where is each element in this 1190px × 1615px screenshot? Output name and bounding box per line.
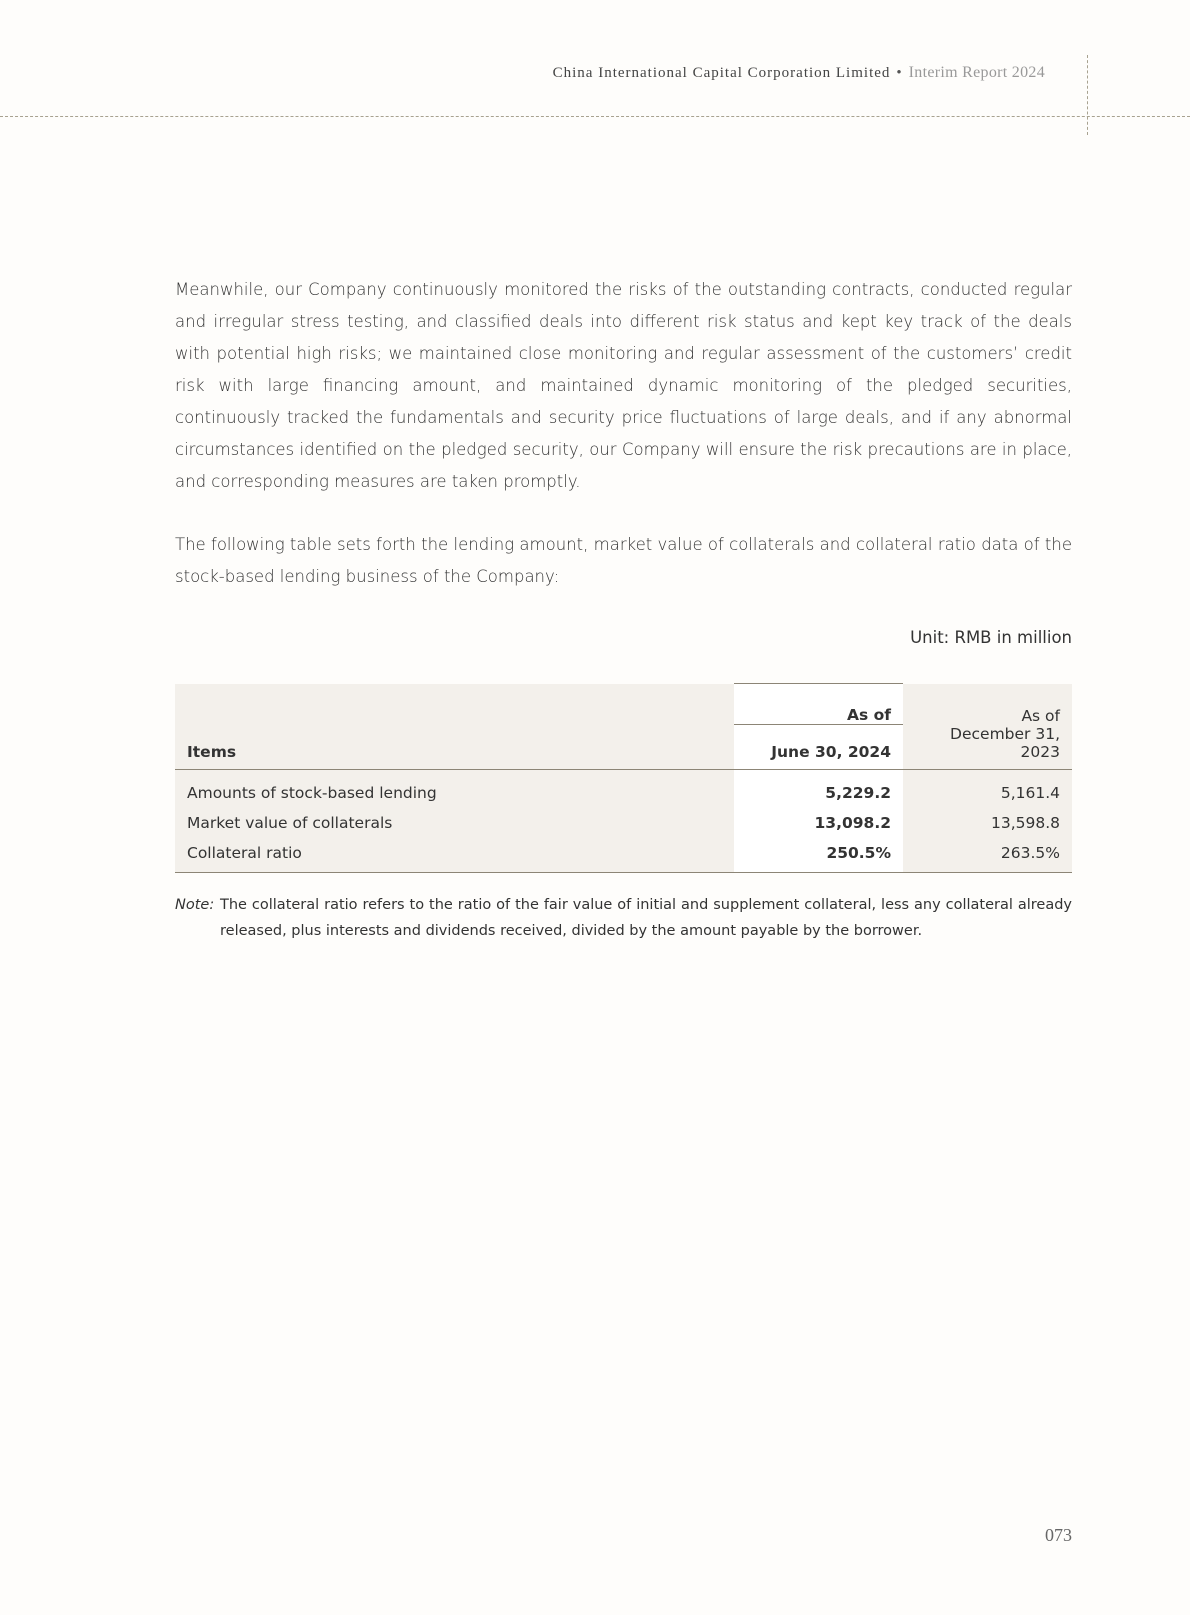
table-row	[175, 769, 1072, 808]
row-label: Market value of collaterals	[187, 813, 393, 832]
body-paragraph: Meanwhile, our Company continuously monitored the risks of the outstanding contracts, conducted regular and irregular stress testing, and classified deals into different risk status and kept key track of the deals with potential high risks; we maintained close monitoring and regular assessment of the customers’ credit risk with large financing amount, and maintained dynamic monitoring of the pledged securities, continuously tracked the fundamentals and security price fluctuations of large deals, and if any abnormal circumstances identified on the pledged security, our Company will ensure the risk precautions are in place, and corresponding measures are taken promptly.	[175, 280, 1072, 491]
table-note	[175, 892, 1072, 944]
table-row	[175, 838, 1072, 873]
note-text: The collateral ratio refers to the ratio of the fair value of initial and supplement collateral, less any collateral already released, plus interests and dividends received, divided by the amount payable by the borrower.	[220, 897, 1072, 939]
current-period-header-line1: As of	[734, 684, 903, 725]
prior-period-header-line1: As of	[1021, 706, 1060, 725]
current-value: 5,229.2	[734, 769, 903, 808]
running-header	[553, 64, 1045, 82]
table-intro-paragraph: The following table sets forth the lending amount, market value of collaterals and collateral ratio data of the stock-based lending business of the Company:	[175, 535, 1072, 586]
table-header-row	[175, 684, 1072, 725]
table-row	[175, 808, 1072, 838]
row-label: Amounts of stock-based lending	[187, 783, 437, 802]
page-number: 073	[1045, 1525, 1072, 1545]
current-value: 13,098.2	[734, 808, 903, 838]
prior-value: 5,161.4	[1000, 783, 1060, 802]
header-dashed-vertical-rule	[1087, 55, 1088, 135]
note-label: Note:	[175, 897, 215, 913]
current-value: 250.5%	[734, 838, 903, 873]
company-name: China International Capital Corporation Limited	[552, 65, 891, 81]
current-period-header-line2: June 30, 2024	[734, 725, 903, 770]
unit-label: Unit: RMB in million	[910, 628, 1072, 647]
prior-value: 13,598.8	[990, 813, 1060, 832]
header-dashed-rule	[0, 116, 1190, 117]
table-header-row	[175, 725, 1072, 770]
prior-value: 263.5%	[903, 838, 1072, 873]
row-label: Collateral ratio	[175, 838, 734, 873]
report-title: Interim Report 2024	[908, 64, 1045, 81]
stock-lending-table	[175, 683, 1072, 873]
separator: •	[896, 65, 903, 81]
items-header: Items	[175, 725, 734, 770]
prior-period-header-line2: December 31, 2023	[903, 725, 1072, 770]
